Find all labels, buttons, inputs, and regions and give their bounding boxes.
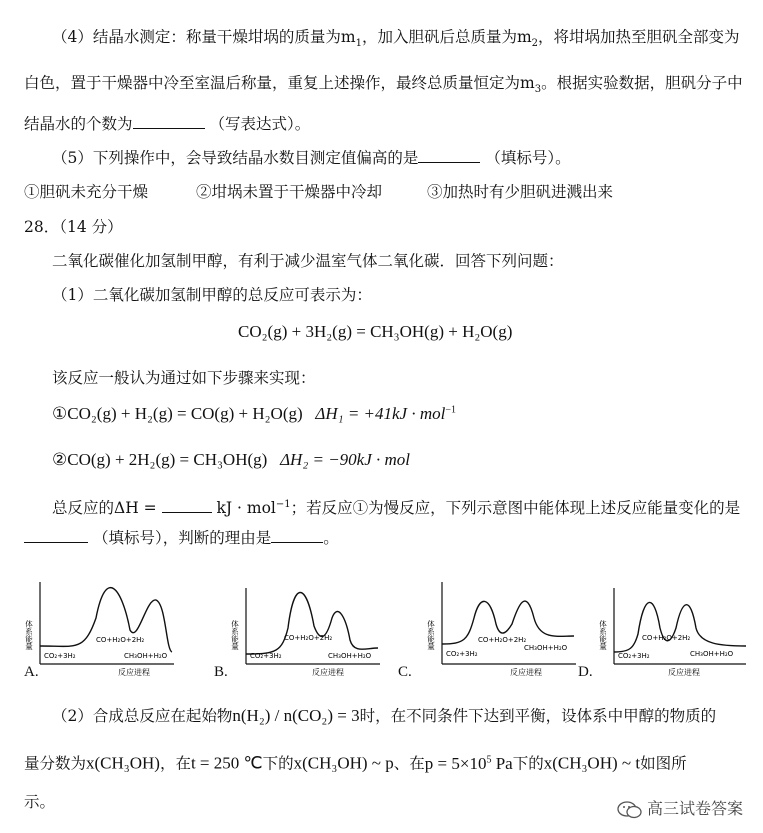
q5-option-2: ②坩埚未置于干燥器中冷却	[196, 183, 383, 201]
option-label-a: A.	[24, 664, 39, 680]
overall-equation: CO₂(g) + 3H₂(g) = CH₃OH(g) + H₂O(g)	[238, 322, 513, 341]
option-label-c: C.	[398, 664, 412, 680]
diagram-start-label: CO₂+3H₂	[250, 652, 282, 660]
diagram-start-label: CO₂+3H₂	[618, 652, 650, 660]
q28-part1: （1）二氧化碳加氢制甲醇的总反应可表示为：	[52, 286, 372, 304]
diagram-start-label: CO₂+3H₂	[446, 650, 478, 658]
diagram-end-label: CH₃OH+H₂O	[328, 652, 372, 660]
answer-blank[interactable]	[24, 528, 88, 543]
diagram-xlabel: 反应进程	[312, 668, 344, 677]
q5-line1: （5）下列操作中，会导致结晶水数目测定值偏高的是 （填标号）。	[52, 149, 571, 167]
diagram-mid-label: CO+H₂O+2H₂	[478, 636, 527, 644]
wechat-icon	[617, 801, 643, 819]
q4-line3: 结晶水的个数为 （写表达式）。	[24, 115, 311, 133]
q4-line1: （4）结晶水测定：称量干燥坩埚的质量为$m_1$，加入胆矾后总质量为$m_2$，将坩埚加热至胆矾全部变为	[52, 28, 740, 50]
diagram-end-label: CH₃OH+H₂O	[690, 650, 734, 658]
diagram-xlabel: 反应进程	[668, 668, 700, 677]
answer-blank[interactable]	[418, 148, 480, 163]
step2-equation: ②CO(g) + 2H₂(g) = CH₃OH(g) ΔH₂ = −90kJ · mol	[52, 450, 411, 469]
steps-intro: 该反应一般认为通过如下步骤来实现：	[52, 369, 316, 387]
energy-diagram-c	[428, 578, 578, 678]
part2-line3: 示。	[24, 793, 56, 811]
part2-line1: （2）合成总反应在起始物n(H₂) / n(CO₂) = 3时，在不同条件下达到平衡，设体系中甲醇的物质的	[52, 706, 717, 725]
q28-header: 28．（14 分）	[24, 218, 123, 236]
diagram-ylabel: 体系能量	[24, 620, 34, 650]
watermark	[617, 796, 743, 819]
answer-blank[interactable]	[271, 528, 323, 543]
diagram-ylabel: 体系能量	[230, 620, 240, 650]
step1-equation: ①CO₂(g) + H₂(g) = CO(g) + H₂O(g) ΔH₁ = +41kJ · mol$^{-1}$	[52, 404, 456, 423]
reason-line: （填标号），判断的理由是 。	[24, 528, 339, 548]
energy-diagram-a	[26, 578, 176, 678]
energy-diagram-b	[232, 578, 382, 678]
total-dh-line: 总反应的ΔH = kJ · mol$^{-1}$；若反应①为慢反应，下列示意图中能体现上述反应能量变化的是	[52, 499, 741, 518]
q28-intro: 二氧化碳催化加氢制甲醇，有利于减少温室气体二氧化碳．回答下列问题：	[52, 252, 564, 270]
diagram-mid-label: CO+H₂O+2H₂	[642, 634, 691, 642]
diagram-end-label: CH₃OH+H₂O	[524, 644, 568, 652]
diagram-ylabel: 体系能量	[426, 620, 436, 650]
option-label-d: D.	[578, 664, 593, 680]
part2-line2: 量分数为x(CH₃OH)，在t = 250 ℃下的x(CH₃OH) ~ p、在$p = 5\times 10^5$ Pa下的x(CH₃OH) ~ t如图所	[24, 753, 687, 773]
answer-blank[interactable]	[133, 114, 205, 129]
diagram-xlabel: 反应进程	[510, 668, 542, 677]
answer-blank[interactable]	[162, 498, 212, 513]
diagram-ylabel: 体系能量	[598, 620, 608, 650]
diagram-start-label: CO₂+3H₂	[44, 652, 76, 660]
q4-line2: 白色，置于干燥器中冷至室温后称量，重复上述操作，最终总质量恒定为$m_3$。根据实验数据，胆矾分子中	[24, 74, 743, 96]
diagram-end-label: CH₃OH+H₂O	[124, 652, 168, 660]
q5-option-3: ③加热时有少胆矾进溅出来	[427, 183, 614, 201]
energy-diagram-d	[600, 578, 750, 678]
q5-option-1: ①胆矾未充分干燥	[24, 183, 149, 201]
diagram-xlabel: 反应进程	[118, 668, 150, 677]
diagram-mid-label: CO+H₂O+2H₂	[96, 636, 145, 644]
watermark-text: 高三试卷答案	[646, 799, 743, 818]
option-label-b: B.	[214, 664, 228, 680]
diagram-mid-label: CO+H₂O+2H₂	[284, 634, 333, 642]
